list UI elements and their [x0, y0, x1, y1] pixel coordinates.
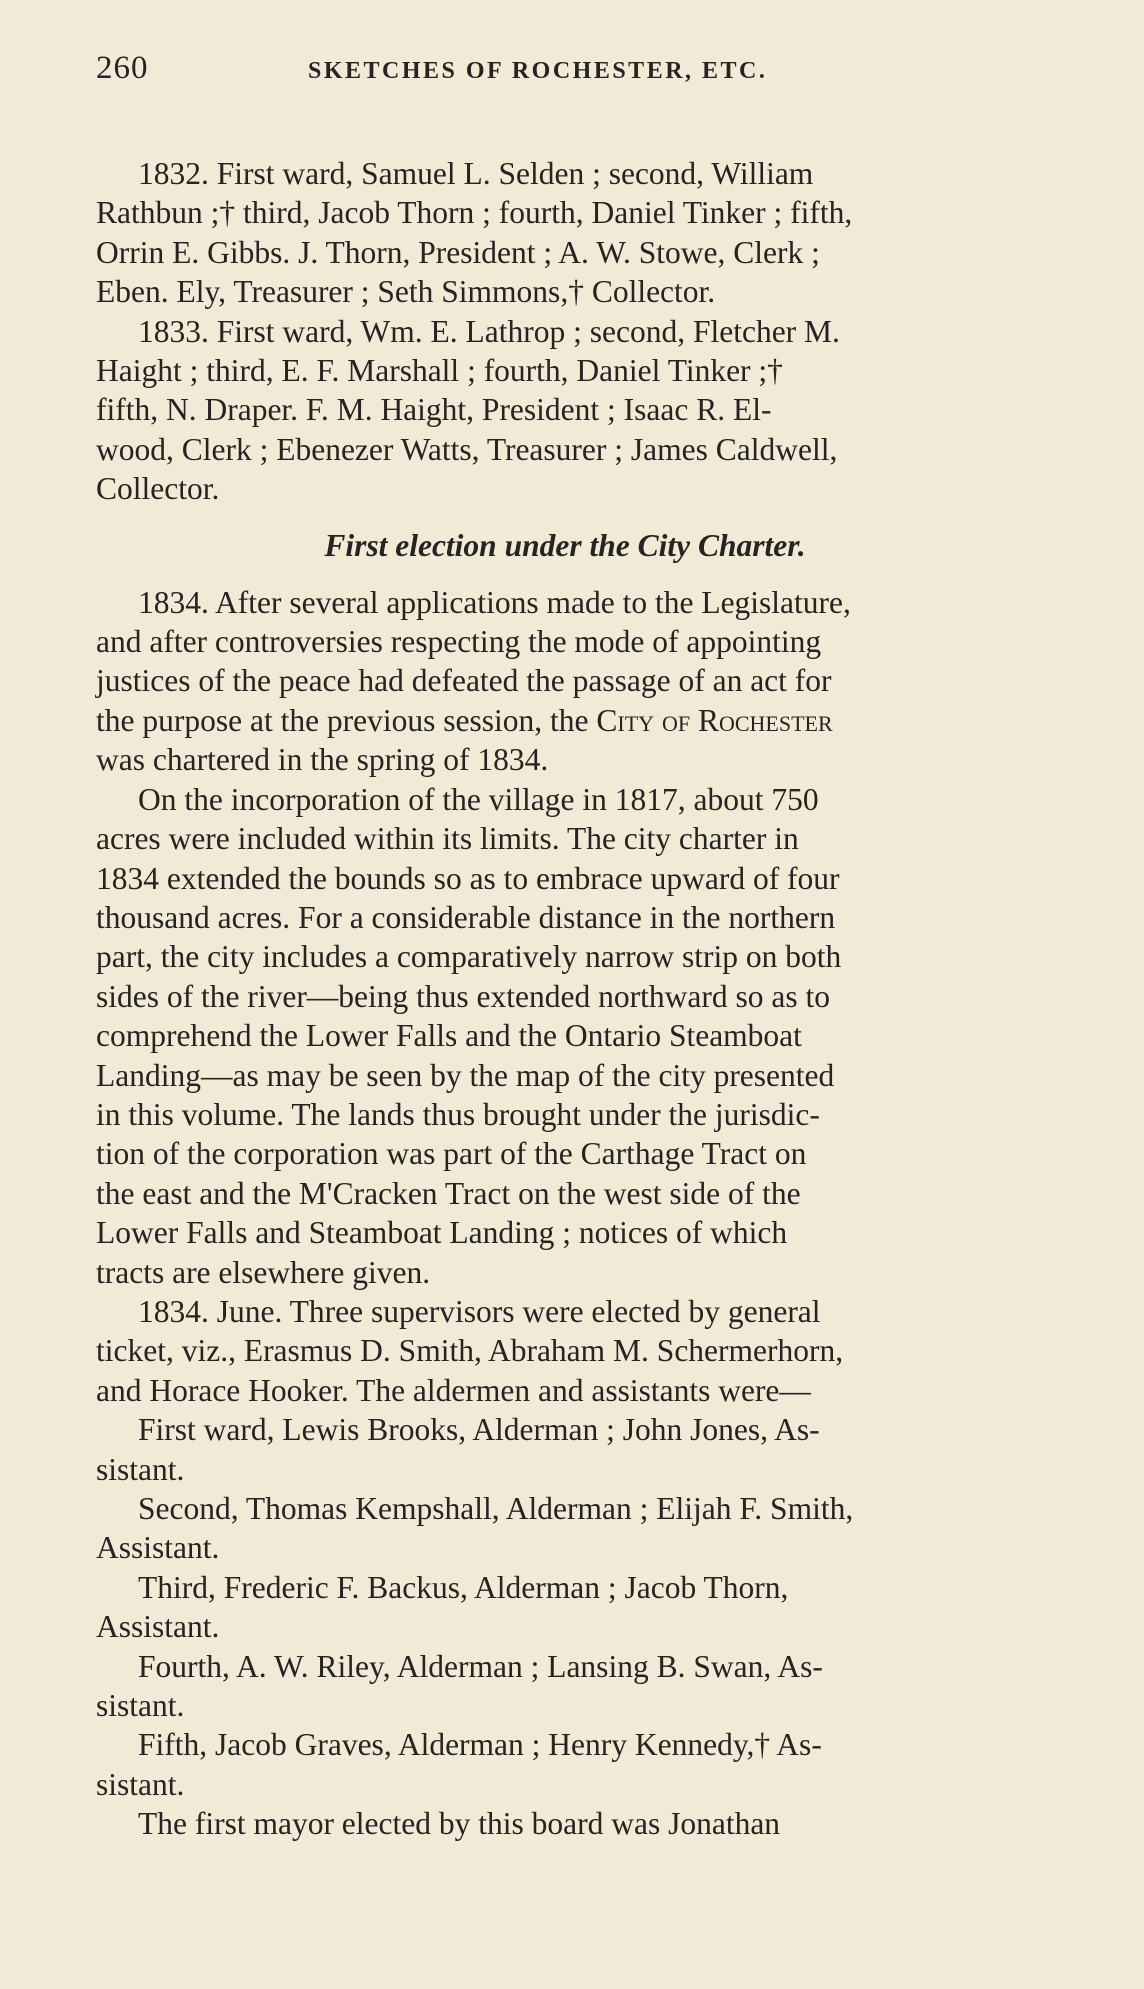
- city-name-smallcaps: City of Rochester: [596, 702, 833, 738]
- text-line: and Horace Hooker. The aldermen and assistants were—: [96, 1372, 811, 1408]
- paragraph: [96, 312, 1064, 509]
- text-line: the purpose at the previous session, the City of Rochester: [96, 702, 833, 738]
- text-line: the east and the M'Cracken Tract on the west side of the: [96, 1175, 801, 1211]
- text-line: Eben. Ely, Treasurer ; Seth Simmons,† Collector.: [96, 274, 716, 310]
- text-line: Lower Falls and Steamboat Landing ; notices of which: [96, 1215, 788, 1251]
- text-line: Rathbun ;† third, Jacob Thorn ; fourth, Daniel Tinker ; fifth,: [96, 195, 853, 231]
- text-line: Assistant.: [96, 1530, 220, 1566]
- text-line: Orrin E. Gibbs. J. Thorn, President ; A. W. Stowe, Clerk ;: [96, 234, 820, 270]
- text-line: On the incorporation of the village in 1817, about 750: [138, 781, 819, 817]
- paragraph: [96, 1804, 1064, 1843]
- text-line: Fifth, Jacob Graves, Alderman ; Henry Kennedy,† As-: [138, 1727, 822, 1763]
- body-text: [96, 154, 1064, 1844]
- text-line: tracts are elsewhere given.: [96, 1254, 431, 1290]
- text-line: First ward, Lewis Brooks, Alderman ; John Jones, As-: [138, 1412, 820, 1448]
- text-line: wood, Clerk ; Ebenezer Watts, Treasurer ; James Caldwell,: [96, 431, 838, 467]
- text-line: part, the city includes a comparatively narrow strip on both: [96, 939, 842, 975]
- running-head: SKETCHES OF ROCHESTER, ETC.: [308, 58, 768, 84]
- paragraph: [96, 1568, 1064, 1647]
- text-line: 1834 extended the bounds so as to embrace upward of four: [96, 860, 840, 896]
- text-line: Second, Thomas Kempshall, Alderman ; Elijah F. Smith,: [138, 1491, 854, 1526]
- paragraph: [96, 1489, 1064, 1568]
- text-line: in this volume. The lands thus brought under the jurisdic-: [96, 1096, 820, 1132]
- paragraph: [96, 1410, 1064, 1489]
- text-line: justices of the peace had defeated the passage of an act for: [96, 663, 832, 699]
- paragraph: [96, 780, 1064, 1292]
- text-line: Assistant.: [96, 1609, 220, 1645]
- text-line: Haight ; third, E. F. Marshall ; fourth, Daniel Tinker ;†: [96, 353, 783, 389]
- text-line: Landing—as may be seen by the map of the city presented: [96, 1057, 835, 1093]
- text-line: fifth, N. Draper. F. M. Haight, President ; Isaac R. El-: [96, 392, 772, 428]
- text-line: Third, Frederic F. Backus, Alderman ; Jacob Thorn,: [138, 1569, 789, 1605]
- text-line: and after controversies respecting the mode of appointing: [96, 624, 822, 660]
- text-line: 1834. After several applications made to the Legislature,: [138, 584, 851, 620]
- text-line: 1833. First ward, Wm. E. Lathrop ; second, Fletcher M.: [138, 313, 840, 349]
- paragraph: [96, 1292, 1064, 1410]
- text-line: tion of the corporation was part of the Carthage Tract on: [96, 1136, 807, 1172]
- text-line: 1834. June. Three supervisors were elected by general: [138, 1293, 821, 1329]
- text-line: sides of the river—being thus extended northward so as to: [96, 978, 830, 1014]
- paragraph: [96, 1725, 1064, 1804]
- paragraph: [96, 154, 1064, 312]
- text-line: thousand acres. For a considerable distance in the northern: [96, 899, 836, 935]
- text-line: was chartered in the spring of 1834.: [96, 742, 549, 778]
- page-number: 260: [96, 50, 149, 86]
- text-line: sistant.: [96, 1688, 185, 1724]
- section-heading: First election under the City Charter.: [324, 527, 806, 563]
- text-line: acres were included within its limits. The city charter in: [96, 821, 799, 857]
- text-line: ticket, viz., Erasmus D. Smith, Abraham M. Schermerhorn,: [96, 1333, 844, 1369]
- paragraph: [96, 1647, 1064, 1726]
- text-line: 1832. First ward, Samuel L. Selden ; second, William: [138, 156, 814, 191]
- text-line: Fourth, A. W. Riley, Alderman ; Lansing B. Swan, As-: [138, 1648, 823, 1684]
- text-line: comprehend the Lower Falls and the Ontario Steamboat: [96, 1018, 802, 1054]
- text-line: The first mayor elected by this board was Jonathan: [138, 1806, 781, 1842]
- text-line: Collector.: [96, 471, 220, 507]
- text-line: sistant.: [96, 1766, 185, 1802]
- paragraph: [96, 583, 1064, 780]
- page-header: [96, 50, 1064, 102]
- text-line: sistant.: [96, 1451, 185, 1487]
